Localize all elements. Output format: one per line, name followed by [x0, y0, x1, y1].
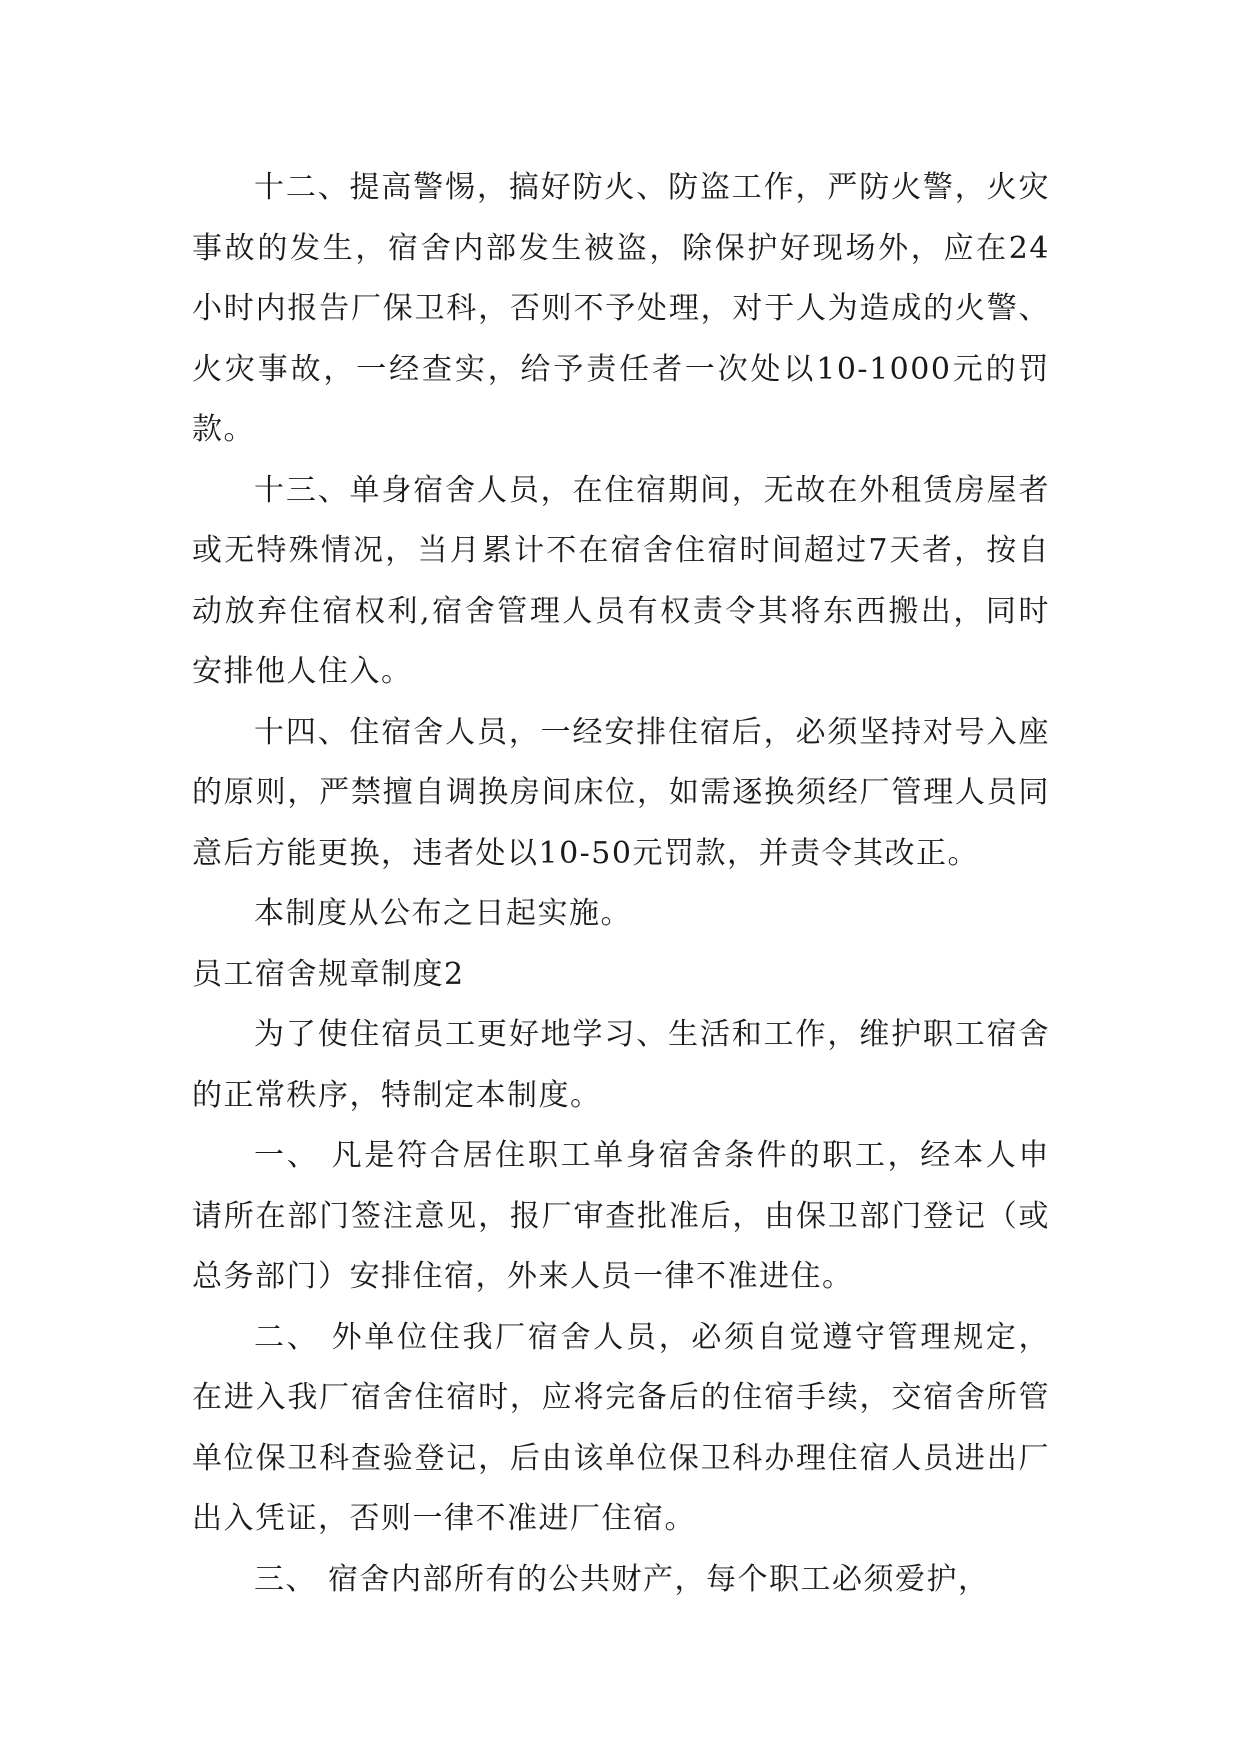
paragraph-rule-14: 十四、住宿舍人员，一经安排住宿后，必须坚持对号入座的原则，严禁擅自调换房间床位，如需逐换须经厂管理人员同意后方能更换，违者处以10-50元罚款，并责令其改正。: [192, 714, 1050, 871]
paragraph-effective-date: 本制度从公布之日起实施。: [254, 896, 632, 931]
paragraph-rule-13: 十三、单身宿舍人员，在住宿期间，无故在外租赁房屋者或无特殊情况，当月累计不在宿舍住宿时间超过7天者，按自动放弃住宿权利,宿舍管理人员有权责令其将东西搬出，同时安排他人住入。: [192, 472, 1050, 689]
paragraph-intro: 为了使住宿员工更好地学习、生活和工作，维护职工宿舍的正常秩序，特制定本制度。: [192, 1017, 1050, 1113]
paragraph-rule-12: 十二、提高警惕，搞好防火、防盗工作，严防火警，火灾事故的发生，宿舍内部发生被盗，除保护好现场外，应在24小时内报告厂保卫科，否则不予处理，对于人为造成的火警、火灾事故，一经查实，给予责任者一次处以10-1000元的罚款。: [192, 170, 1050, 447]
document-page: [192, 158, 1050, 1610]
paragraph-rule-2: 二、 外单位住我厂宿舍人员，必须自觉遵守管理规定，在进入我厂宿舍住宿时，应将完备后的住宿手续，交宿舍所管单位保卫科查验登记，后由该单位保卫科办理住宿人员进出厂出入凭证，否则一律不准进厂住宿。: [192, 1319, 1050, 1536]
paragraph-rule-3: 三、 宿舍内部所有的公共财产，每个职工必须爱护，: [254, 1561, 990, 1597]
paragraph-rule-1: 一、 凡是符合居住职工单身宿舍条件的职工，经本人申请所在部门签注意见，报厂审查批准后，由保卫部门登记（或总务部门）安排住宿，外来人员一律不准进住。: [192, 1138, 1050, 1294]
section-heading: 员工宿舍规章制度2: [192, 956, 465, 992]
